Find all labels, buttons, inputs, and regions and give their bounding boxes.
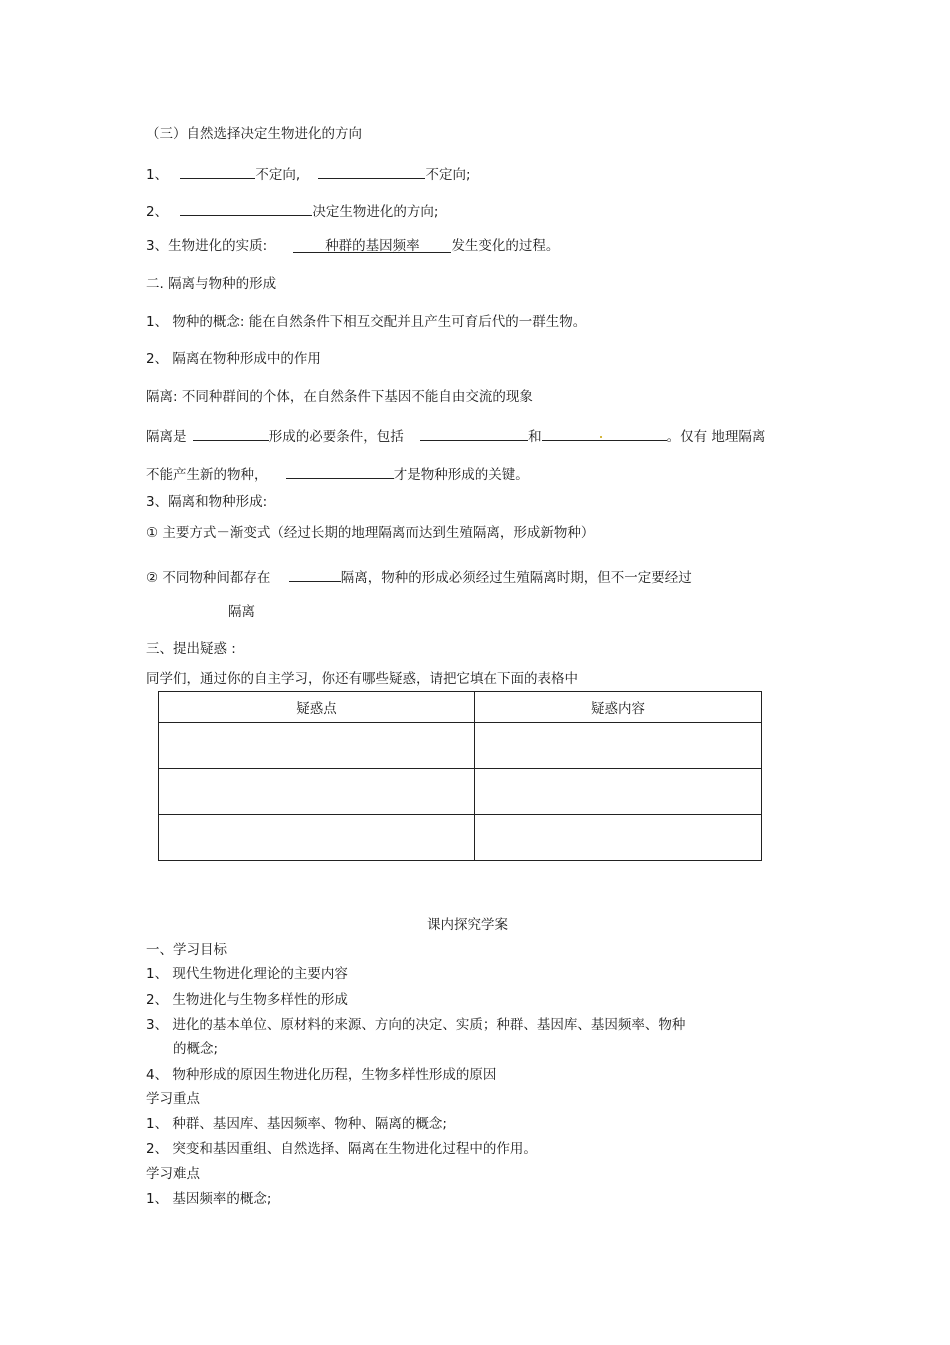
difficulties-heading: 学习难点 — [146, 1166, 200, 1182]
table-cell[interactable] — [475, 769, 762, 815]
table-row — [159, 769, 762, 815]
fill-blank-1b[interactable] — [318, 163, 425, 179]
table-cell[interactable] — [475, 723, 762, 769]
item-text: 和 — [528, 429, 542, 445]
item-2-decides-direction — [146, 200, 438, 221]
part2-heading: 二. 隔离与物种的形成 — [146, 276, 277, 292]
fill-blank-1a[interactable] — [180, 163, 255, 179]
part3-heading: 三、提出疑惑 : — [146, 641, 236, 657]
questions-table — [158, 691, 762, 861]
table-row — [159, 815, 762, 861]
item-text: 形成的必要条件，包括 — [268, 429, 404, 445]
item-text: ② 不同物种间都存在 — [146, 570, 271, 586]
goal-item: 1、 现代生物进化理论的主要内容 — [146, 966, 348, 982]
goal-item: 3、 进化的基本单位、原材料的来源、方向的决定、实质；种群、基因库、基因频率、物种 — [146, 1017, 686, 1033]
table-cell[interactable] — [159, 815, 475, 861]
item-number: 1、 — [146, 167, 169, 183]
key-points-heading: 学习重点 — [146, 1091, 200, 1107]
isolation-line-1 — [146, 425, 765, 446]
filled-answer: 种群的基因频率 — [325, 238, 420, 254]
item-3-evolution-essence — [146, 237, 559, 255]
goal-item-cont: 的概念; — [173, 1041, 219, 1057]
key-point-item: 1、 种群、基因库、基因频率、物种、隔离的概念; — [146, 1116, 447, 1132]
fill-blank-3-filled[interactable] — [293, 237, 451, 253]
table-header-row — [159, 692, 762, 723]
fill-blank-2[interactable] — [180, 200, 312, 216]
inclass-title: 课内探究学案 — [427, 917, 508, 933]
item-text: 才是物种形成的关键。 — [393, 467, 529, 483]
item-text: 隔离是 — [146, 429, 187, 445]
reproductive-isolation-line — [146, 566, 692, 587]
reproductive-isolation-cont: 隔离 — [228, 604, 255, 620]
item-text: 隔离，物种的形成必须经过生殖隔离时期，但不一定要经过 — [340, 570, 692, 586]
table-row — [159, 723, 762, 769]
item-number: 2、 — [146, 204, 169, 220]
fill-blank-isolation-c[interactable] — [542, 425, 667, 441]
table-cell[interactable] — [159, 723, 475, 769]
item-text: 发生变化的过程。 — [451, 238, 560, 254]
fill-blank-isolation-type[interactable] — [289, 566, 341, 582]
gradual-speciation: ① 主要方式－渐变式（经过长期的地理隔离而达到生殖隔离，形成新物种） — [146, 525, 595, 541]
isolation-and-speciation: 3、隔离和物种形成: — [146, 494, 268, 510]
fill-blank-key[interactable] — [286, 463, 394, 479]
fill-blank-isolation-b[interactable] — [420, 425, 528, 441]
table-cell[interactable] — [475, 815, 762, 861]
table-header-content: 疑惑内容 — [475, 692, 762, 723]
isolation-role: 2、 隔离在物种形成中的作用 — [146, 351, 321, 367]
species-concept: 1、 物种的概念: 能在自然条件下相互交配并且产生可育后代的一群生物。 — [146, 314, 587, 330]
isolation-line-2 — [146, 463, 529, 484]
stray-dot — [600, 436, 602, 438]
section-heading-natural-selection: （三）自然选择决定生物进化的方向 — [146, 126, 362, 142]
item-text: 不能产生新的物种， — [146, 467, 268, 483]
difficulty-item: 1、 基因频率的概念; — [146, 1191, 272, 1207]
fill-blank-isolation-a[interactable] — [193, 425, 269, 441]
key-point-item: 2、 突变和基因重组、自然选择、隔离在生物进化过程中的作用。 — [146, 1141, 537, 1157]
isolation-definition: 隔离: 不同种群间的个体，在自然条件下基因不能自由交流的现象 — [146, 389, 533, 405]
item-text: 。仅有 地理隔离 — [666, 429, 766, 445]
item-text: 不定向; — [425, 167, 471, 183]
goal-item: 4、 物种形成的原因生物进化历程，生物多样性形成的原因 — [146, 1067, 497, 1083]
part3-intro: 同学们，通过你的自主学习，你还有哪些疑惑，请把它填在下面的表格中 — [146, 671, 578, 687]
item-text: 决定生物进化的方向; — [312, 204, 439, 220]
goal-item: 2、 生物进化与生物多样性的形成 — [146, 992, 348, 1008]
item-text: 不定向, — [255, 167, 301, 183]
goals-heading: 一、学习目标 — [146, 942, 227, 958]
item-text: 3、生物进化的实质: — [146, 238, 268, 254]
table-cell[interactable] — [159, 769, 475, 815]
item-1-undirected — [146, 163, 471, 184]
table-header-question: 疑惑点 — [159, 692, 475, 723]
